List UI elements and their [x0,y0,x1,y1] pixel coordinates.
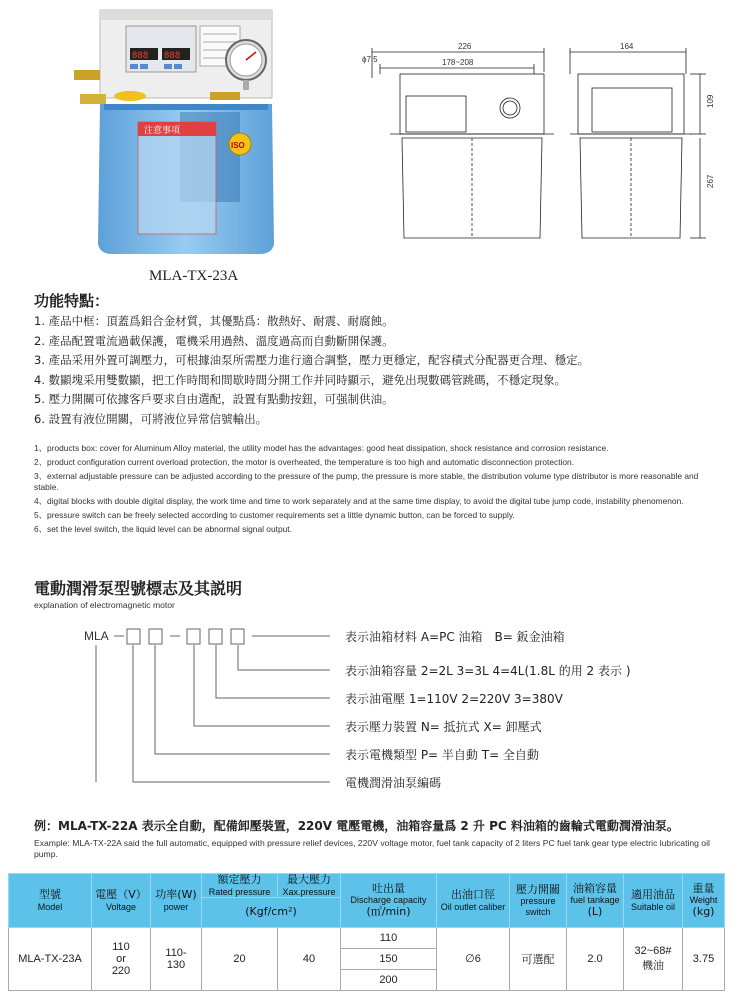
dimension-drawing [360,38,730,258]
cell-discharge: 150 [341,948,437,969]
model-code-title: 電動潤滑泵型號標志及其説明 [34,579,243,598]
cell-discharge: 110 [341,927,437,948]
feature-en-item: 4、digital blocks with double digital display, the work time and time to work separately and at the same time display, to avoid the digital tube jump code, instability phenomenon. [34,496,684,506]
feature-en-item: 2、product configuration current overload protection, the motor is overheated, the temperature is too high and automatic disconnection protection. [34,457,575,467]
header-pressure-unit: (Kgf/cm²) [202,897,341,927]
code-label-pressure-device: 表示壓力裝置 N= 抵抗式 X= 卸壓式 [345,720,542,734]
code-label-tank-material: 表示油箱材料 A=PC 油箱 B= 鈑金油箱 [345,630,565,644]
feature-cn-item: 1. 產品中框：頂蓋爲鋁合金材質，其優點爲：散熱好、耐震、耐腐蝕。 [34,314,394,328]
feature-cn-item: 6. 設置有液位開關，可將液位异常信號輸出。 [34,411,268,426]
feature-en-item: 6、set the level switch, the liquid level can be abnormal signal output. [34,524,292,534]
example-cn: 例：MLA-TX-22A 表示全自動，配備卸壓裝置，220V 電壓電機，油箱容量爲 2 升 PC 料油箱的齒輪式電動潤滑油泵。 [34,819,679,833]
header-discharge: 吐出量 Discharge capacity (㎡/min) [341,874,437,928]
header-voltage: 電壓（V） Voltage [92,874,151,928]
svg-text:注意事項: 注意事項 [144,126,181,136]
example-en: Example: MLA-TX-22A said the full automatic, equipped with pressure relief devices, 220V voltage motor, fuel tank capacity of 2 liters PC fuel tank gear type electric lubricating oil pump. [34,838,710,859]
cell-voltage: 110 or 220 [92,927,151,990]
cell-discharge: 200 [341,969,437,990]
svg-text:226: 226 [458,42,472,51]
svg-text:ISO: ISO [231,141,245,150]
feature-cn-item: 4. 數顯塊采用雙數顯，把工作時間和間歇時間分開工作并同時顯示，避免出現數碼管跳碼，不穩定現象。 [34,372,567,387]
cell-pressure-switch: 可選配 [510,927,567,990]
feature-cn-item: 3. 產品采用外置可調壓力，可根據油泵所需壓力進行適合調整，壓力更穩定，配容積式分配器更合理、穩定。 [34,353,590,368]
header-oil: 適用油品 Suitable oil [624,874,683,928]
feature-cn-item: 2. 產品配置電流過載保護，電機采用過熱、溫度過高而自動斷開保護。 [34,333,394,348]
code-prefix: MLA [84,629,109,643]
header-pressure-switch: 壓力開關 pressure switch [510,874,567,928]
header-tank: 油箱容量 fuel tankage (L) [567,874,624,928]
feature-en-item: 3、external adjustable pressure can be adjusted according to the pressure of the pump, the pressure is more stable, the distribution volume type distributor is more reasonable and stable. [34,471,699,492]
code-label-motor-type: 表示電機類型 P= 半自動 T= 全自動 [345,748,539,762]
features-en-list [34,443,704,535]
cell-rated-pressure: 20 [202,927,278,990]
header-model: 型號 Model [9,874,92,928]
svg-text:164: 164 [620,42,634,51]
code-label-pump-code: 電機潤滑油泵編碼 [345,776,442,790]
cell-oil: 32~68# 機油 [624,927,683,990]
cell-max-pressure: 40 [278,927,341,990]
product-photo [60,4,310,258]
spec-table [8,873,725,991]
model-caption: MLA-TX-23A [149,268,239,284]
svg-text:888: 888 [132,51,149,61]
cell-outlet: ∅6 [437,927,510,990]
features-title: 功能特點： [34,292,110,310]
svg-text:178~208: 178~208 [442,58,474,67]
features-cn-list [34,312,734,430]
cell-tank: 2.0 [567,927,624,990]
svg-text:888: 888 [164,51,181,61]
header-power: 功率(W) power [151,874,202,928]
model-code-subtitle: explanation of electromagnetic motor [34,600,175,610]
header-outlet: 出油口徑 Oil outlet caliber [437,874,510,928]
cell-model: MLA-TX-23A [9,927,92,990]
svg-text:ϕ7.5: ϕ7.5 [362,55,378,64]
feature-en-item: 5、pressure switch can be freely selected according to customer requirements set a little dynamic button, can be forced to supply. [34,510,515,520]
header-max-pressure: 最大壓力 Xax.pressure [278,874,341,898]
svg-text:109: 109 [706,94,715,108]
code-label-voltage: 表示油電壓 1=110V 2=220V 3=380V [345,692,563,706]
header-rated-pressure: 額定壓力 Rated pressure [202,874,278,898]
cell-weight: 3.75 [683,927,725,990]
feature-cn-item: 5. 壓力開關可依據客戶要求自由選配，設置有點動按鈕，可强制供油。 [34,392,394,407]
cell-power: 110- 130 [151,927,202,990]
svg-text:267: 267 [706,174,715,188]
header-weight: 重量 Weight (kg) [683,874,725,928]
feature-en-item: 1、products box: cover for Aluminum Alloy material, the utility model has the advantages: good heat dissipation, shock resistance and corrosion resistance. [34,443,609,453]
code-label-tank-capacity: 表示油箱容量 2=2L 3=3L 4=4L(1.8L 的用 2 表示 ) [345,664,631,678]
